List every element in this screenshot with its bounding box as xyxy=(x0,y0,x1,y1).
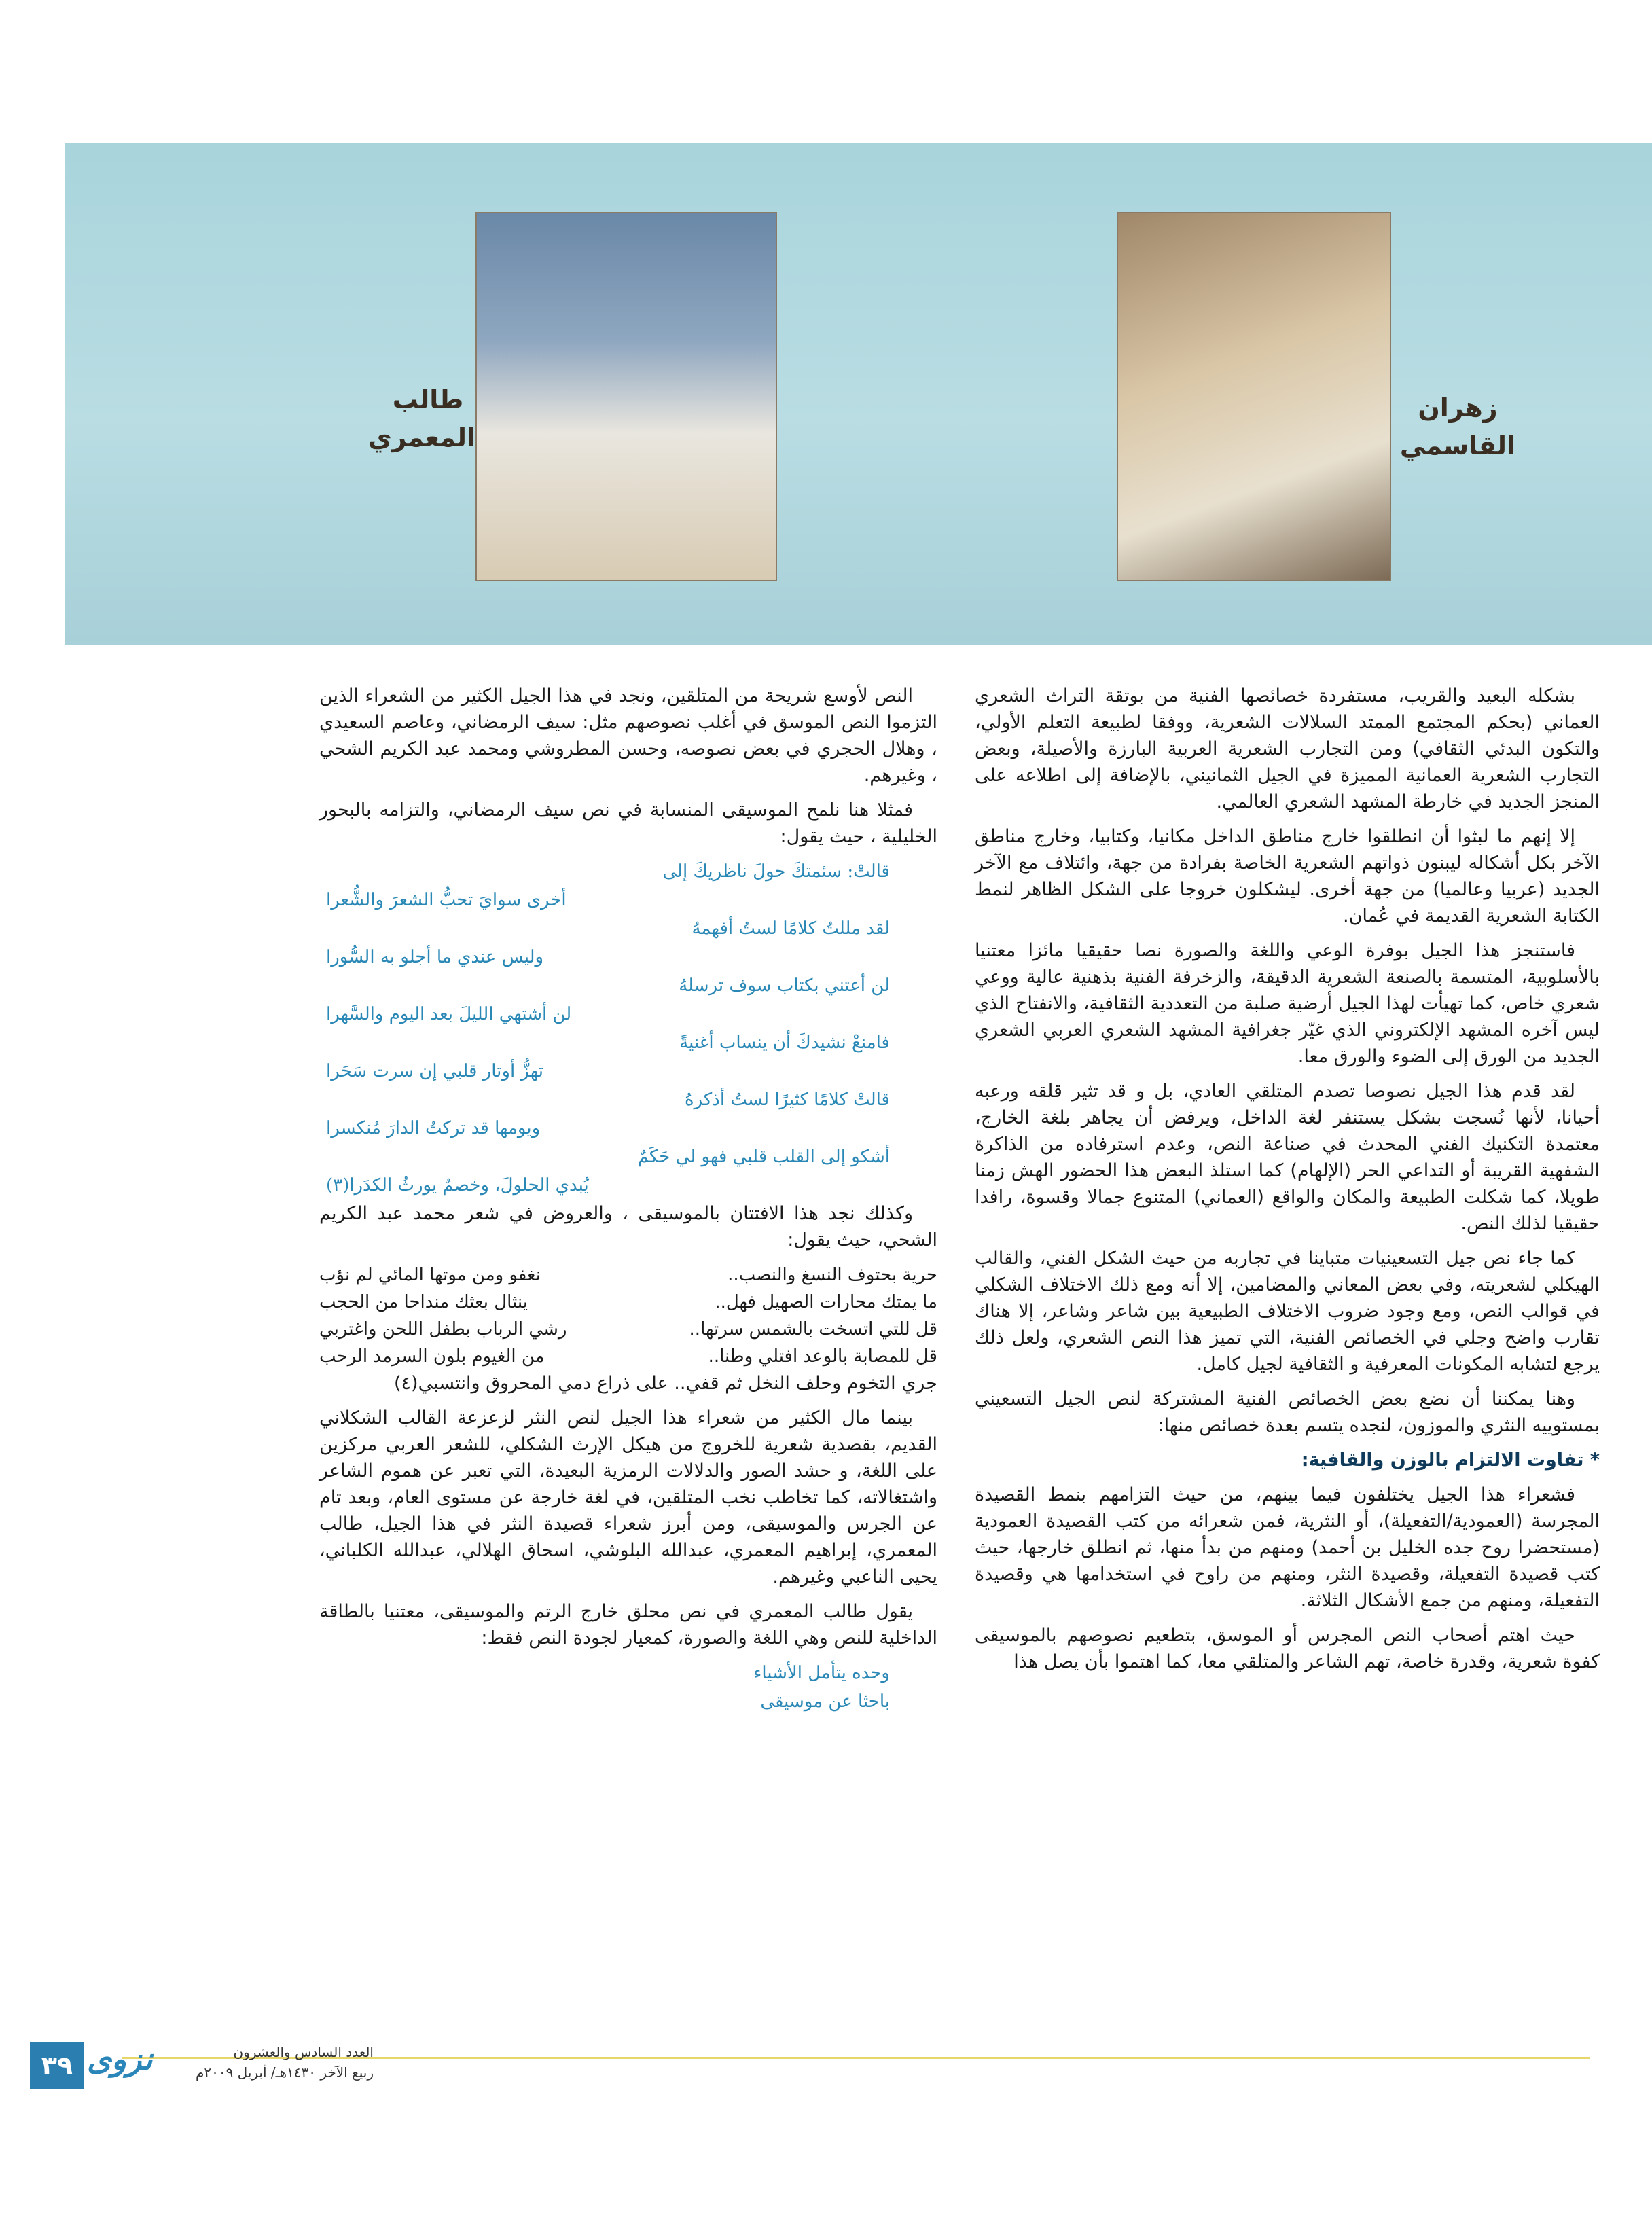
couplet xyxy=(319,1343,937,1370)
paragraph: كما جاء نص جيل التسعينيات متباينا في تجاربه من حيث الشكل الفني، والقالب الهيكلي لشعريته، وفي بعض المعاني والمضامين، إلا أنه ومع ذلك الاختلاف الشكلي في قوالب النص، ومع وجود ضروب الاختلاف الطبيعية بين شاعر وشاعر، إلا هناك تقارب واضح وجلي في الخصائص الفنية، التي تميز هذا النص الشعري، ولعل ذلك يرجع لتشابه المكونات المعرفية و الثقافية لجيل كامل. xyxy=(975,1248,1600,1375)
closing-verse: باحثا عن موسيقى xyxy=(760,1691,890,1712)
couplet-tail: جري التخوم وحلف النخل ثم قفي.. على ذراع دمي المحروق وانتسبي(٤) xyxy=(393,1373,937,1394)
poem-verse: قالتْ كلامًا كثيرًا لستُ أذكرهُ xyxy=(684,1090,890,1110)
couplet-second-half: ينثال بعثك منداحا من الحجب xyxy=(319,1292,528,1312)
couplet-second-half: نغفو ومن موتها المائي لم نؤب xyxy=(319,1265,541,1285)
poem-verse: يُبدي الحلولَ، وخصمٌ يورثُ الكدَرا(٣) xyxy=(326,1175,589,1196)
poem-verse: لن أشتهي الليلَ بعد اليوم والسَّهرا xyxy=(326,1004,572,1024)
caption-talib: طالب المعمري xyxy=(367,384,475,452)
couplet-first-half: قل للمصابة بالوعد افتلي وطنا.. xyxy=(708,1346,937,1367)
paragraph: لقد قدم هذا الجيل نصوصا تصدم المتلقي العادي، بل و قد تثير قلقه ورعبه أحيانا، لأنها نُسجت بشكل يستنفر لغة الداخل، ويرفض أن يجاهر بلغة الخارج، معتمدة التكنيك الفني المحدث في صناعة النص، وعدم استرفاده من الذاكرة الشفهية القريبة أو التداعي الحر (الإلهام) كما استلذ البعض هذا الحضور الهش زمنا طويلا، كما شكلت الطبيعة والمكان والواقع (العماني) المتنوع جمالا وقسوة، رافدا حقيقيا لذلك النص. xyxy=(975,1081,1600,1234)
paragraph: حيث اهتم أصحاب النص المجرس أو الموسق، بتطعيم نصوصهم بالموسيقى كفوة شعرية، وقدرة خاصة، تهم الشاعر والمتلقي معا، كما اهتموا بأن يصل هذا xyxy=(975,1625,1600,1672)
couplet-second-half: من الغيوم بلون السرمد الرحب xyxy=(319,1346,545,1367)
closing-verse: وحده يتأمل الأشياء xyxy=(753,1663,890,1683)
photo-zahran-alqasimi xyxy=(1117,212,1391,581)
issue-info xyxy=(183,2042,374,2083)
caption-zahran: زهران القاسمي xyxy=(1399,393,1516,461)
paragraph: وهنا يمكننا أن نضع بعض الخصائص الفنية المشتركة لنص الجيل التسعيني بمستوييه النثري والموزون، لنجده يتسم بعدة خصائص منها: xyxy=(975,1388,1600,1436)
couplet-first-half: حرية بحتوف النسغ والنصب.. xyxy=(728,1265,937,1285)
article-column-right xyxy=(975,683,1600,1683)
poem-verse: وليس عندي ما أجلو به السُّورا xyxy=(326,947,544,967)
issue-date: ربيع الآخر ١٤٣٠هـ/ أبريل ٢٠٠٩م xyxy=(195,2064,374,2081)
poem-verse: أخرى سوايَ تحبُّ الشعرَ والشُّعرا xyxy=(326,890,567,910)
poem-verse: ويومها قد تركتُ الدارَ مُنكسرا xyxy=(326,1118,541,1138)
couplet-first-half: ما يمتك محارات الصهيل فهل.. xyxy=(715,1292,937,1312)
paragraph: فاستنجز هذا الجيل بوفرة الوعي واللغة والصورة نصا حقيقيا مائزا معتنيا بالأسلوبية، المتسمة بالصنعة الشعرية الدقيقة، والزخرفة الفنية بذهنية عالية ووعي شعري خاص، كما تهيأت لهذا الجيل أرضية صلبة من التعددية الثقافية، والانفتاح الذي ليس آخره المشهد الإلكتروني الذي غيّر جغرافية المشهد الشعري العربي الشعري الجديد من الورق إلى الضوء والورق معا. xyxy=(975,940,1600,1067)
couplet-first-half: قل للتي اتسخت بالشمس سرتها.. xyxy=(689,1319,937,1340)
article-column-left xyxy=(319,683,937,1717)
paragraph: النص لأوسع شريحة من المتلقين، ونجد في هذا الجيل الكثير من الشعراء الذين التزموا النص الموسق في أغلب نصوصهم مثل: سيف الرمضاني، وعاصم السعيدي ، وهلال الحجري في بعض نصوصه، وحسن المطروشي ومحمد عبد الكريم الشحي ، وغيرهم. xyxy=(319,685,937,786)
paragraph: فشعراء هذا الجيل يختلفون فيما بينهم، من حيث التزامهم بنمط القصيدة المجرسة (العمودية/التفعيلة)، أو النثرية، فمن شعرائه من كتب القصيدة العمودية (مستحضرا روح جده الخليل بن أحمد) ومنهم من بدأ منها، ثم انطلق خارجها، حيث كتب قصيدة التفعيلة، وقصيدة النثر، ومنهم من راوح في استخدامها هي وقصيدة التفعيلة، ومنهم من جمع الأشكال الثلاثة. xyxy=(975,1484,1600,1611)
magazine-logo: نزوى xyxy=(87,2041,153,2077)
poem-verse: لقد مللتُ كلامًا لستُ أفهمهُ xyxy=(692,918,890,939)
paragraph: إلا إنهم ما لبثوا أن انطلقوا خارج مناطق الداخل مكانيا، وكتابيا، وخارج مناطق الآخر بكل أشكاله ليبنون ذواتهم الشعرية الخاصة بفرادة من جهة، وائتلاف مع الآخر الجديد (عربيا وعالميا) من جهة أخرى. ليشكلون خروجا على الشكل الظاهر لنمط الكتابة الشعرية القديمة في عُمان. xyxy=(975,826,1600,927)
paragraph: يقول طالب المعمري في نص محلق خارج الرتم والموسيقى، معتنيا بالطاقة الداخلية للنص وهي اللغة والصورة، كمعيار لجودة النص فقط: xyxy=(319,1601,937,1649)
couplet xyxy=(319,1261,937,1289)
photo-talib-almamari xyxy=(475,212,777,581)
page-number: ٣٩ xyxy=(30,2042,84,2089)
poem-verse: قالتْ: سئمتكَ حولَ ناظريكَ إلى xyxy=(662,861,890,882)
couplet xyxy=(319,1289,937,1316)
paragraph: وكذلك نجد هذا الافتتان بالموسيقى ، والعروض في شعر محمد عبد الكريم الشحي، حيث يقول: xyxy=(319,1203,937,1251)
paragraph: فمثلا هنا نلمح الموسيقى المنسابة في نص سيف الرمضاني، والتزامه بالبحور الخليلية ، حيث يقول: xyxy=(319,799,937,847)
paragraph: بشكله البعيد والقريب، مستفردة خصائصها الفنية من بوتقة التراث الشعري العماني (بحكم المجتمع الممتد السلالات الشعرية، ووفقا لطبيعة التعلم الأولي، والتكون البدئي الثقافي) ومن التجارب الشعرية العربية البارزة والأصيلة، وبعض التجارب الشعرية العمانية المميزة في الجيل الثمانيني، بالإضافة إلى اطلاعه على المنجز الجديد في خارطة المشهد الشعري العالمي. xyxy=(975,685,1600,812)
poem-verse: فامنعْ نشيدكَ أن ينساب أغنيةً xyxy=(679,1032,890,1053)
paragraph: بينما مال الكثير من شعراء هذا الجيل لنص النثر لزعزعة القالب الشكلاني القديم، بقصدية شعرية للخروج من هيكل الإرث الشكلي، للشعر العربي مركزين على اللغة، و حشد الصور والدلالات الرمزية البعيدة، التي تعبر عن هموم الشاعر واشتغالاته، كما تخاطب نخب المتلقين، في لغة خارجة عن مستوى العام، وبعد تام عن الجرس والموسيقى، ومن أبرز شعراء قصيدة النثر في هذا الجيل، طالب المعمري، إبراهيم المعمري، عبدالله البلوشي، اسحاق الهلالي، عبدالله الكلباني، يحيى الناعبي وغيرهم. xyxy=(319,1407,937,1587)
couplet xyxy=(319,1316,937,1343)
section-subheading: * تفاوت الالتزام بالوزن والقافية: xyxy=(1301,1450,1600,1471)
issue-number: العدد السادس والعشرون xyxy=(233,2044,374,2060)
couplet-second-half: رشي الرباب بطفل اللحن واغتربي xyxy=(319,1319,567,1340)
poem-verse: لن أعتني بكتاب سوف ترسلهُ xyxy=(679,975,890,996)
poem-verse: تهزُّ أوتار قلبي إن سرت سَحَرا xyxy=(326,1061,543,1081)
poem-verse: أشكو إلى القلب قلبي فهو لي حَكَمٌ xyxy=(637,1147,890,1167)
